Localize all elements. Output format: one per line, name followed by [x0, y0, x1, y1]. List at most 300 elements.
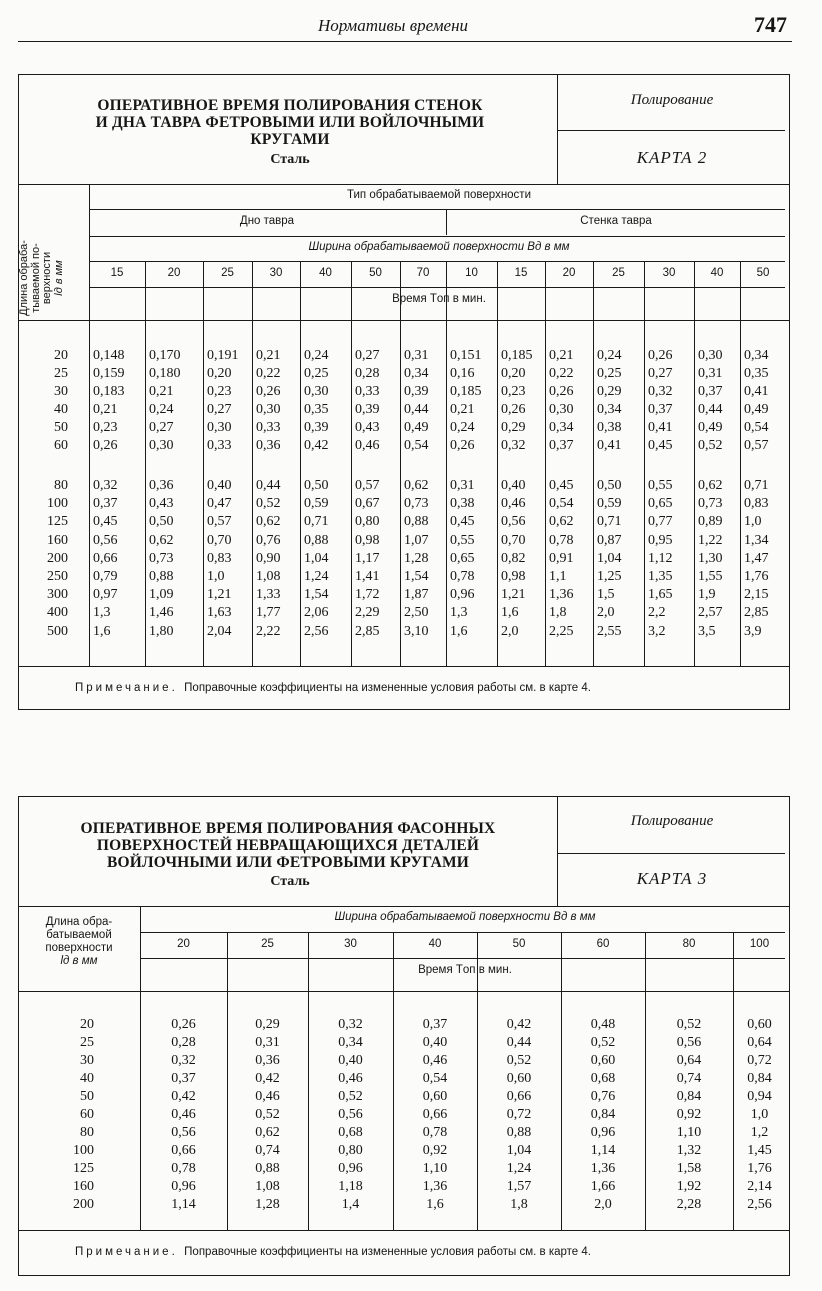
- card2-value-cell: 1,9: [698, 587, 716, 603]
- card3-length-cell: 200: [73, 1197, 94, 1212]
- card2-value-cell: 2,57: [698, 605, 723, 621]
- card2-value-cell: 0,34: [597, 402, 622, 417]
- card2-value-cell: 0,28: [355, 366, 380, 381]
- card2-value-cell: 0,62: [549, 514, 574, 530]
- card3-value-cell: 0,37: [171, 1071, 196, 1086]
- card3-value-cell: 0,44: [506, 1035, 532, 1050]
- card2-value-cell: 1,3: [450, 605, 468, 621]
- card2-width-cell: 30: [662, 267, 676, 279]
- card2-value-cell: 0,34: [404, 366, 429, 381]
- card2-value-cell: 2,22: [256, 623, 281, 639]
- card2-value-cell: 0,26: [450, 438, 475, 453]
- card2-value-cell: 0,49: [404, 420, 429, 435]
- card2-value-cell: 2,04: [207, 623, 232, 639]
- card2-value-cell: 0,73: [149, 550, 174, 566]
- card2-value-cell: 0,32: [501, 438, 526, 453]
- card2-value-cell: 0,66: [93, 550, 118, 566]
- card3-width-cell: 50: [512, 938, 526, 950]
- card2-value-cell: 0,59: [304, 496, 329, 512]
- card2-value-cell: 0,46: [501, 496, 526, 512]
- card2-value-cell: 0,41: [648, 420, 673, 435]
- card3-value-cell: 0,78: [171, 1161, 196, 1176]
- card2-value-cell: 0,52: [698, 438, 723, 453]
- card2-value-cell: 0,42: [304, 438, 329, 453]
- card2-value-cell: 0,29: [597, 384, 622, 399]
- card3-length-cell: 30: [80, 1053, 94, 1068]
- card2-value-cell: 0,26: [648, 348, 673, 363]
- card3-value-cell: 1,92: [676, 1179, 702, 1194]
- card2-value-cell: 0,95: [648, 532, 673, 548]
- card2-column-rule: [497, 261, 498, 666]
- card2-length-cell: 60: [54, 438, 68, 453]
- card3-value-cell: 0,76: [590, 1089, 616, 1104]
- card3-width-header: Ширина обрабатываемой поверхности Bд в мм: [334, 911, 596, 923]
- card3-value-cell: 0,92: [422, 1143, 448, 1158]
- card2-value-cell: 2,55: [597, 623, 622, 639]
- card3-value-cell: 0,46: [338, 1071, 363, 1086]
- card2-length-cell: 250: [47, 569, 68, 584]
- card3-value-cell: 0,64: [747, 1035, 772, 1050]
- card2-value-cell: 0,44: [256, 478, 281, 493]
- card3-value-cell: 1,04: [506, 1143, 532, 1158]
- card2-value-cell: 0,57: [744, 438, 769, 453]
- card2-value-cell: 0,27: [149, 420, 174, 435]
- card2-length-cell: 125: [47, 514, 68, 530]
- card2-value-cell: 1,6: [450, 623, 468, 639]
- card2-value-cell: 0,23: [93, 420, 118, 435]
- card3-value-cell: 0,62: [255, 1125, 280, 1140]
- card3-width-cell: 80: [682, 938, 696, 950]
- card2-value-cell: 0,21: [93, 402, 118, 417]
- card3-value-cell: 0,52: [676, 1017, 702, 1032]
- card2-value-cell: 0,65: [648, 496, 673, 512]
- card2-value-cell: 0,55: [450, 532, 475, 548]
- card2-value-cell: 1,12: [648, 550, 673, 566]
- card3-note: Примечание. Поправочные коэффициенты на измененные условия работы см. в карте 4.: [75, 1246, 591, 1258]
- card2-column-rule: [203, 261, 204, 666]
- card2-body-bottom: [18, 666, 790, 667]
- card2-length-cell: 200: [47, 550, 68, 566]
- card2-value-cell: 0,88: [304, 532, 329, 548]
- card3-value-cell: 0,52: [506, 1053, 532, 1068]
- card2-value-cell: 0,96: [450, 587, 475, 603]
- card3-value-cell: 0,60: [747, 1017, 772, 1032]
- card2-value-cell: 1,35: [648, 569, 673, 584]
- card2-value-cell: 0,38: [450, 496, 475, 512]
- card2-value-cell: 1,80: [149, 623, 174, 639]
- card2-value-cell: 2,06: [304, 605, 329, 621]
- card3-value-cell: 0,72: [506, 1107, 532, 1122]
- card3-width-cell: 100: [749, 938, 770, 950]
- card3-value-cell: 1,14: [590, 1143, 616, 1158]
- card3-value-cell: 1,58: [676, 1161, 702, 1176]
- card2-value-cell: 0,55: [648, 478, 673, 493]
- card2-value-cell: 1,04: [597, 550, 622, 566]
- card3-value-cell: 0,74: [255, 1143, 280, 1158]
- card2-width-cell: 40: [710, 267, 724, 279]
- card2-value-cell: 2,2: [648, 605, 666, 621]
- card3-value-cell: 0,56: [676, 1035, 702, 1050]
- card2-column-rule: [145, 261, 146, 666]
- card3-value-cell: 0,31: [255, 1035, 280, 1050]
- card3-header-bottom: [18, 991, 790, 992]
- card2-value-cell: 3,10: [404, 623, 429, 639]
- card2-length-cell: 20: [54, 348, 68, 363]
- card2-value-cell: 1,47: [744, 550, 769, 566]
- card2-value-cell: 1,8: [549, 605, 567, 621]
- card2-value-cell: 0,33: [207, 438, 232, 453]
- card3-length-cell: 50: [80, 1089, 94, 1104]
- card3-value-cell: 0,74: [676, 1071, 702, 1086]
- card3-value-cell: 0,84: [747, 1071, 772, 1086]
- card2-value-cell: 0,45: [549, 478, 574, 493]
- card2-value-cell: 0,36: [149, 478, 174, 493]
- card2-value-cell: 3,2: [648, 623, 666, 639]
- card2-value-cell: 0,30: [549, 402, 574, 417]
- card2-value-cell: 0,67: [355, 496, 380, 512]
- card2-length-cell: 30: [54, 384, 68, 399]
- card2-value-cell: 0,90: [256, 550, 281, 566]
- card2-value-cell: 0,191: [207, 348, 239, 363]
- card2-value-cell: 0,16: [450, 366, 475, 381]
- card3-value-cell: 0,64: [676, 1053, 702, 1068]
- card2-value-cell: 0,35: [304, 402, 329, 417]
- card2-value-cell: 0,24: [149, 402, 174, 417]
- card2-value-cell: 2,0: [597, 605, 615, 621]
- card2-value-cell: 1,21: [207, 587, 232, 603]
- card2-value-cell: 2,15: [744, 587, 769, 603]
- card2-width-cell: 20: [562, 267, 576, 279]
- card2-value-cell: 0,27: [648, 366, 673, 381]
- card3-value-cell: 0,56: [338, 1107, 363, 1122]
- card2-column-rule: [694, 261, 695, 666]
- card2-value-cell: 0,50: [597, 478, 622, 493]
- card2-value-cell: 0,44: [698, 402, 723, 417]
- card3-value-cell: 1,45: [747, 1143, 772, 1158]
- card3-value-cell: 0,42: [255, 1071, 280, 1086]
- card2-value-cell: 0,23: [501, 384, 526, 399]
- card3-value-cell: 1,14: [171, 1197, 196, 1212]
- card2-value-cell: 1,1: [549, 569, 567, 584]
- card2-value-cell: 0,56: [93, 532, 118, 548]
- card3-value-cell: 0,48: [590, 1017, 616, 1032]
- card3-value-cell: 1,2: [750, 1125, 769, 1140]
- card2-value-cell: 0,41: [597, 438, 622, 453]
- card3-row-header: Длина обра- батываемой поверхности lд в мм: [45, 916, 113, 967]
- card2-value-cell: 1,87: [404, 587, 429, 603]
- card2-value-cell: 0,52: [256, 496, 281, 512]
- card2-value-cell: 0,24: [450, 420, 475, 435]
- card3-value-cell: 0,80: [338, 1143, 363, 1158]
- card2-length-cell: 50: [54, 420, 68, 435]
- card2-value-cell: 1,30: [698, 550, 723, 566]
- card2-value-cell: 0,36: [256, 438, 281, 453]
- card2-time-header: Время Tоп в мин.: [392, 293, 486, 305]
- card2-value-cell: 0,34: [744, 348, 769, 363]
- card2-value-cell: 0,22: [256, 366, 281, 381]
- card2-value-cell: 3,5: [698, 623, 716, 639]
- card2-value-cell: 0,54: [404, 438, 429, 453]
- card2-value-cell: 0,62: [404, 478, 429, 493]
- card2-value-cell: 1,24: [304, 569, 329, 584]
- card3-value-cell: 0,88: [506, 1125, 532, 1140]
- card2-value-cell: 0,76: [256, 532, 281, 548]
- card2-value-cell: 1,04: [304, 550, 329, 566]
- card2-column-rule: [644, 261, 645, 666]
- card3-value-cell: 1,08: [255, 1179, 280, 1194]
- card3-value-cell: 0,46: [255, 1089, 280, 1104]
- card2-value-cell: 0,73: [698, 496, 723, 512]
- card2-value-cell: 0,62: [698, 478, 723, 493]
- card3-length-cell: 160: [73, 1179, 94, 1194]
- card2-value-cell: 0,31: [404, 348, 429, 363]
- card2-group-bottom: Дно тавра: [239, 215, 295, 227]
- card2-row-header: Длина обраба- тываемой по- верхности lд в мм: [18, 240, 65, 316]
- card3-value-cell: 0,29: [255, 1017, 280, 1032]
- card2-value-cell: 0,148: [93, 348, 125, 363]
- card2-value-cell: 0,98: [501, 569, 526, 584]
- header-rule: [18, 41, 792, 42]
- card2-value-cell: 1,21: [501, 587, 526, 603]
- card2-value-cell: 1,17: [355, 550, 380, 566]
- card2-value-cell: 0,71: [744, 478, 769, 493]
- card3-value-cell: 0,92: [676, 1107, 702, 1122]
- card3-width-cell: 25: [261, 938, 274, 950]
- card2-value-cell: 0,27: [207, 402, 232, 417]
- card2-width-cell: 10: [465, 267, 478, 279]
- card2-value-cell: 0,50: [149, 514, 174, 530]
- card2-value-cell: 0,185: [450, 384, 482, 399]
- card2-value-cell: 0,54: [549, 496, 574, 512]
- card2-rule-4: [89, 287, 785, 288]
- card2-value-cell: 0,30: [698, 348, 723, 363]
- card3-value-cell: 0,68: [338, 1125, 363, 1140]
- card2-value-cell: 1,54: [304, 587, 329, 603]
- card2-value-cell: 1,76: [744, 569, 769, 584]
- card2-value-cell: 0,27: [355, 348, 380, 363]
- card3-row-header-divider: [140, 906, 141, 1230]
- card3-value-cell: 1,24: [506, 1161, 532, 1176]
- card3-value-cell: 1,76: [747, 1161, 772, 1176]
- card2-value-cell: 2,29: [355, 605, 380, 621]
- card2-value-cell: 0,30: [256, 402, 281, 417]
- card2-value-cell: 0,62: [149, 532, 174, 548]
- card3-value-cell: 0,96: [338, 1161, 363, 1176]
- card2-value-cell: 0,22: [549, 366, 574, 381]
- card2-value-cell: 0,31: [450, 478, 475, 493]
- card2-value-cell: 1,6: [93, 623, 111, 639]
- card3-length-cell: 100: [73, 1143, 94, 1158]
- card2-value-cell: 0,24: [304, 348, 329, 363]
- card3-label-divider: [557, 853, 785, 854]
- card3-value-cell: 0,36: [255, 1053, 280, 1068]
- card3-value-cell: 0,56: [171, 1125, 196, 1140]
- card2-value-cell: 0,21: [149, 384, 174, 399]
- card2-value-cell: 0,83: [744, 496, 769, 512]
- card3-value-cell: 0,84: [676, 1089, 702, 1104]
- card2-value-cell: 0,40: [501, 478, 526, 493]
- card2-width-cell: 70: [416, 267, 430, 279]
- card3-value-cell: 0,52: [338, 1089, 363, 1104]
- card2-value-cell: 0,39: [355, 402, 380, 417]
- card3-value-cell: 2,0: [594, 1197, 612, 1212]
- card3-column-rule: [645, 932, 646, 1230]
- card2-value-cell: 0,37: [698, 384, 723, 399]
- card3-value-cell: 0,96: [590, 1125, 616, 1140]
- card2-value-cell: 0,43: [355, 420, 380, 435]
- page-number: 747: [754, 12, 787, 37]
- card2-value-cell: 0,70: [501, 532, 526, 548]
- card2-value-cell: 0,70: [207, 532, 232, 548]
- card3-time-header: Время Tоп в мин.: [418, 964, 512, 976]
- running-header: Нормативы времени: [318, 16, 469, 35]
- card2-value-cell: 0,43: [149, 496, 174, 512]
- card2-length-cell: 100: [47, 496, 68, 512]
- card2-column-rule: [593, 261, 594, 666]
- card2-value-cell: 0,87: [597, 532, 622, 548]
- card2-value-cell: 0,151: [450, 348, 482, 363]
- card3-value-cell: 1,18: [338, 1179, 363, 1194]
- card2-value-cell: 1,07: [404, 532, 429, 548]
- card3-value-cell: 1,8: [510, 1197, 528, 1212]
- card2-column-rule: [740, 261, 741, 666]
- card2-card-number: КАРТА 2: [636, 148, 708, 167]
- card3-value-cell: 0,52: [255, 1107, 280, 1122]
- card3-width-cell: 20: [177, 938, 190, 950]
- card2-value-cell: 0,159: [93, 366, 125, 381]
- card3-rule-2: [140, 958, 785, 959]
- card2-value-cell: 3,9: [744, 623, 762, 639]
- card2-value-cell: 0,49: [744, 402, 769, 417]
- card2-value-cell: 0,39: [404, 384, 429, 399]
- card2-value-cell: 0,79: [93, 569, 118, 584]
- card2-value-cell: 0,21: [549, 348, 574, 363]
- card2-value-cell: 0,78: [450, 569, 475, 584]
- card3-value-cell: 1,28: [255, 1197, 280, 1212]
- card2-column-rule: [446, 261, 447, 666]
- card3-value-cell: 0,26: [171, 1017, 196, 1032]
- card2-value-cell: 0,33: [355, 384, 380, 399]
- card2-value-cell: 0,26: [549, 384, 574, 399]
- card2-column-rule: [400, 261, 401, 666]
- card2-value-cell: 0,170: [149, 348, 181, 363]
- card2-length-cell: 300: [47, 587, 68, 603]
- card2-value-cell: 1,5: [597, 587, 615, 603]
- card3-value-cell: 1,6: [426, 1197, 444, 1212]
- card2-value-cell: 0,30: [304, 384, 329, 399]
- card3-value-cell: 1,10: [676, 1125, 702, 1140]
- card3-value-cell: 1,57: [506, 1179, 532, 1194]
- card3-value-cell: 2,14: [747, 1179, 772, 1194]
- card3-value-cell: 0,60: [506, 1071, 532, 1086]
- card2-value-cell: 0,30: [149, 438, 174, 453]
- card2-value-cell: 0,21: [450, 402, 475, 417]
- card2-value-cell: 1,63: [207, 605, 232, 621]
- card3-value-cell: 0,52: [590, 1035, 616, 1050]
- card2-value-cell: 0,40: [207, 478, 232, 493]
- card2-value-cell: 2,50: [404, 605, 429, 621]
- card2-width-cell: 40: [319, 267, 332, 279]
- card2-value-cell: 0,183: [93, 384, 125, 399]
- card2-value-cell: 0,45: [450, 514, 475, 530]
- card2-value-cell: 0,31: [698, 366, 723, 381]
- card2-value-cell: 1,54: [404, 569, 429, 584]
- card2-rule-1: [89, 209, 785, 210]
- card3-value-cell: 1,36: [422, 1179, 448, 1194]
- card2-value-cell: 0,37: [549, 438, 574, 453]
- card3-value-cell: 0,66: [422, 1107, 448, 1122]
- card2-label-divider: [557, 130, 785, 131]
- card3-value-cell: 0,96: [171, 1179, 196, 1194]
- card2-value-cell: 0,56: [501, 514, 526, 530]
- card3-value-cell: 0,42: [506, 1017, 532, 1032]
- card3-title: ОПЕРАТИВНОЕ ВРЕМЯ ПОЛИРОВАНИЯ ФАСОННЫХ ПОВЕРХНОСТЕЙ НЕВРАЩАЮЩИХСЯ ДЕТАЛЕЙ ВОЙЛОЧНЫМИ ИЛИ ФЕТРОВЫМИ КРУГАМИ: [80, 820, 496, 871]
- card2-width-cell: 50: [756, 267, 770, 279]
- card2-value-cell: 0,21: [256, 348, 281, 363]
- card2-value-cell: 2,85: [355, 623, 380, 639]
- card2-value-cell: 1,28: [404, 550, 429, 566]
- card3-value-cell: 1,4: [341, 1197, 360, 1212]
- card2-value-cell: 0,97: [93, 587, 118, 603]
- card3-value-cell: 0,72: [747, 1053, 772, 1068]
- card2-value-cell: 0,26: [501, 402, 526, 417]
- card3-value-cell: 0,88: [255, 1161, 280, 1176]
- card2-value-cell: 0,41: [744, 384, 769, 399]
- card2-width-cell: 20: [167, 267, 181, 279]
- card2-title: ОПЕРАТИВНОЕ ВРЕМЯ ПОЛИРОВАНИЯ СТЕНОК И ДНА ТАВРА ФЕТРОВЫМИ ИЛИ ВОЙЛОЧНЫМИ КРУГАМИ: [95, 97, 485, 148]
- card2-value-cell: 0,46: [355, 438, 380, 453]
- card2-value-cell: 0,23: [207, 384, 232, 399]
- card3-length-cell: 80: [80, 1125, 94, 1140]
- card2-column-rule: [252, 261, 253, 666]
- card2-length-cell: 160: [47, 532, 68, 548]
- card2-value-cell: 0,26: [256, 384, 281, 399]
- card2-value-cell: 0,24: [597, 348, 622, 363]
- card3-value-cell: 0,46: [171, 1107, 196, 1122]
- card3-length-cell: 40: [80, 1071, 94, 1086]
- card3-operation: Полирование: [630, 813, 714, 829]
- card2-value-cell: 1,0: [207, 569, 225, 584]
- card2-value-cell: 1,22: [698, 532, 723, 548]
- card2-value-cell: 0,45: [93, 514, 118, 530]
- card2-value-cell: 0,20: [207, 366, 232, 381]
- card2-value-cell: 1,09: [149, 587, 174, 603]
- card2-width-cell: 25: [612, 267, 625, 279]
- card2-value-cell: 0,32: [648, 384, 673, 399]
- card2-value-cell: 1,72: [355, 587, 380, 603]
- card3-value-cell: 0,28: [171, 1035, 196, 1050]
- card2-value-cell: 0,25: [304, 366, 329, 381]
- card2-value-cell: 0,57: [207, 514, 232, 530]
- card2-column-rule: [351, 261, 352, 666]
- card2-column-rule: [89, 320, 90, 666]
- card3-rule-1: [140, 932, 785, 933]
- card2-value-cell: 1,55: [698, 569, 723, 584]
- card2-operation: Полирование: [630, 92, 714, 108]
- card3-value-cell: 2,28: [676, 1197, 702, 1212]
- card3-value-cell: 0,40: [422, 1035, 448, 1050]
- card2-value-cell: 0,73: [404, 496, 429, 512]
- card3-width-cell: 60: [596, 938, 610, 950]
- card2-value-cell: 0,39: [304, 420, 329, 435]
- card2-value-cell: 0,88: [404, 514, 429, 530]
- card2-value-cell: 1,41: [355, 569, 380, 584]
- card3-value-cell: 2,56: [747, 1197, 772, 1212]
- card2-length-cell: 40: [54, 402, 68, 417]
- card3-column-rule: [308, 932, 309, 1230]
- card2-column-rule: [300, 261, 301, 666]
- card3-value-cell: 1,66: [590, 1179, 616, 1194]
